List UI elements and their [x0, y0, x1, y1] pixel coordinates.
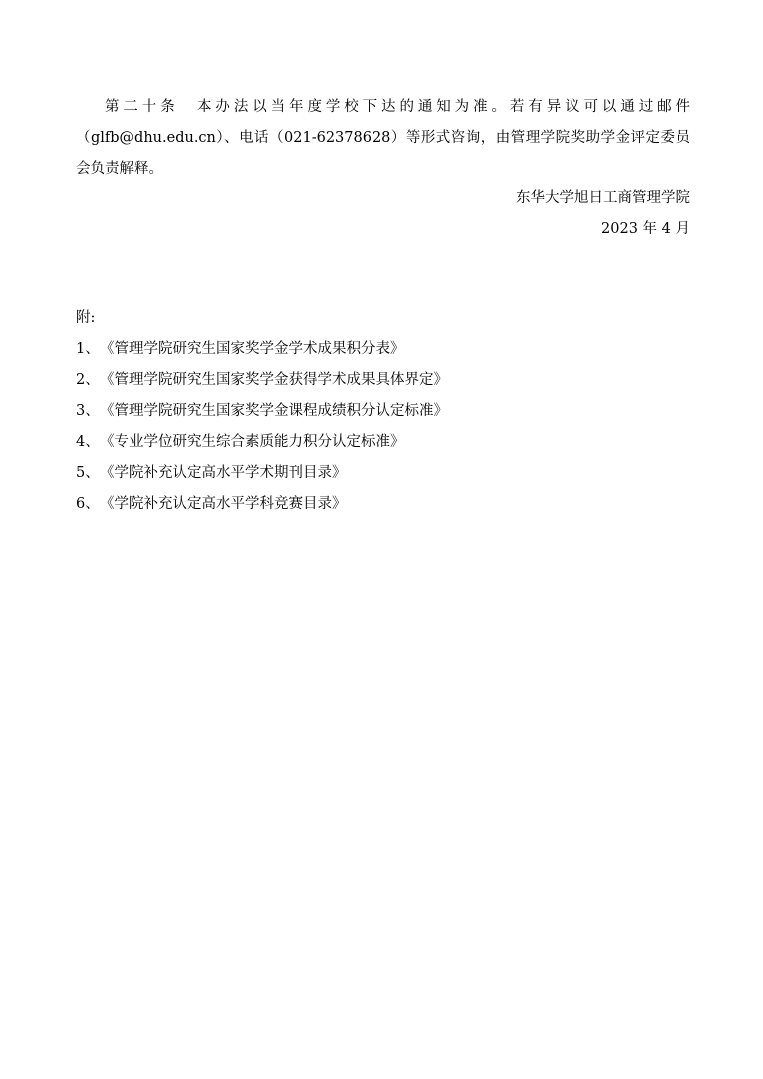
- appendix-item-6: [76, 489, 448, 520]
- appendix-section: [76, 303, 448, 520]
- appendix-item-title: 《学院补充认定高水平学术期刊目录》: [100, 465, 347, 481]
- signature-block: [516, 183, 690, 245]
- appendix-item-number: 5、: [76, 465, 100, 481]
- appendix-item-title: 《管理学院研究生国家奖学金获得学术成果具体界定》: [100, 372, 448, 388]
- signature-org: 东华大学旭日工商管理学院: [516, 190, 690, 206]
- appendix-item-1: [76, 334, 448, 365]
- article-paragraph: [76, 92, 690, 185]
- appendix-item-3: [76, 396, 448, 427]
- appendix-item-title: 《学院补充认定高水平学科竞赛目录》: [100, 496, 347, 512]
- article-text: 本办法以当年度学校下达的通知为准。若有异议可以通过邮件（glfb@dhu.edu.cn）、电话（021-62378628）等形式咨询，由管理学院奖助学金评定委员会负责解释。: [76, 99, 691, 177]
- appendix-list: [76, 334, 448, 520]
- appendix-item-number: 3、: [76, 403, 100, 419]
- appendix-label: 附:: [76, 310, 96, 326]
- appendix-item-4: [76, 427, 448, 458]
- appendix-item-title: 《专业学位研究生综合素质能力积分认定标准》: [100, 434, 405, 450]
- appendix-item-5: [76, 458, 448, 489]
- article-number: 第二十条: [105, 99, 179, 115]
- appendix-item-number: 2、: [76, 372, 100, 388]
- article-20: [76, 92, 690, 185]
- appendix-item-title: 《管理学院研究生国家奖学金学术成果积分表》: [100, 341, 405, 357]
- signature-date: 2023 年 4 月: [601, 221, 690, 237]
- appendix-item-number: 1、: [76, 341, 100, 357]
- appendix-item-number: 6、: [76, 496, 100, 512]
- appendix-item-title: 《管理学院研究生国家奖学金课程成绩积分认定标准》: [100, 403, 448, 419]
- appendix-item-number: 4、: [76, 434, 100, 450]
- appendix-item-2: [76, 365, 448, 396]
